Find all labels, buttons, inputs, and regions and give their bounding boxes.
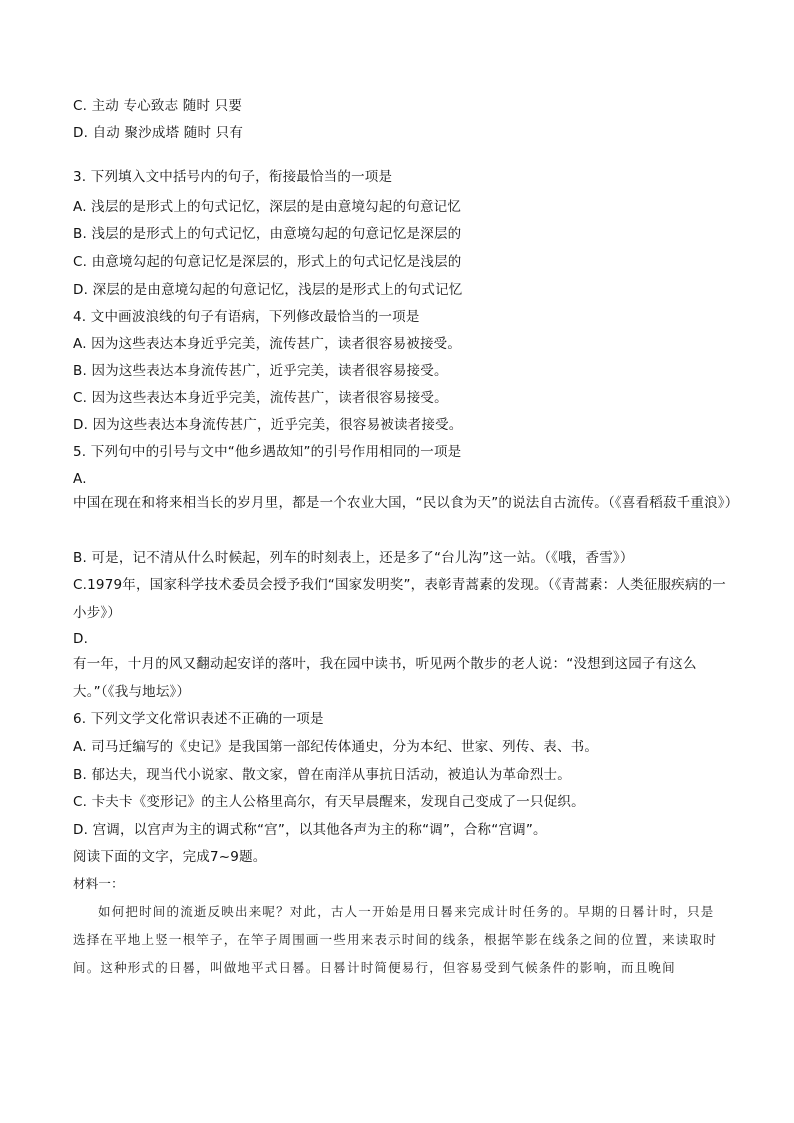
q4-option-d: D. 因为这些表达本身流传甚广，近乎完美，很容易被读者接受。 [73,417,463,433]
q6-option-d: D. 宫调，以宫声为主的调式称“宫”，以其他各声为主的称“调”，合称“宫调”。 [73,822,547,838]
q2-option-d: D. 自动 聚沙成塔 随时 只有 [73,125,244,141]
q3-stem: 3. 下列填入文中括号内的句子，衔接最恰当的一项是 [73,169,393,185]
q4-stem: 4. 文中画波浪线的句子有语病，下列修改最恰当的一项是 [73,309,420,325]
q5-option-a-text: 中国在现在和将来相当长的岁月里，都是一个农业大国，“民以食为天”的说法自古流传。（《喜看稻菽千重浪》） [73,495,739,511]
q5-option-c: C.1979年，国家科学技术委员会授予我们“国家发明奖”，表彰青蒿素的发现。（《青蒿素：人类征服疾病的一小步》） [73,577,726,621]
q5-option-a-label: A. [73,471,87,487]
q6-option-b: B. 郁达夫，现当代小说家、散文家，曾在南洋从事抗日活动，被追认为革命烈士。 [73,767,571,783]
q5-option-d-label: D. [73,631,89,647]
material-one-text: 如何把时间的流逝反映出来呢？对此，古人一开始是用日晷来完成计时任务的。早期的日晷计时，只是选择在平地上竖一根竿子，在竿子周围画一些用来表示时间的线条，根据竿影在线条之间的位置，来读取时间。这种形式的日晷，叫做地平式日晷。日晷计时简便易行，但容易受到气候条件的影响，而且晚间 [73,904,717,975]
q5-stem: 5. 下列句中的引号与文中“他乡遇故知”的引号作用相同的一项是 [73,444,462,460]
q3-option-c: C. 由意境勾起的句意记忆是深层的，形式上的句式记忆是浅层的 [73,254,462,270]
reading-instruction: 阅读下面的文字，完成7~9题。 [73,849,267,865]
q2-option-c: C. 主动 专心致志 随时 只要 [73,98,243,114]
material-one-label: 材料一： [73,876,124,891]
q4-option-c: C. 因为这些表达本身近乎完美，流传甚广，读者很容易接受。 [73,390,448,406]
q4-option-b: B. 因为这些表达本身流传甚广，近乎完美，读者很容易接受。 [73,363,448,379]
q6-stem: 6. 下列文学文化常识表述不正确的一项是 [73,711,324,727]
q3-option-a: A. 浅层的是形式上的句式记忆，深层的是由意境勾起的句意记忆 [73,199,462,215]
q6-option-c: C. 卡夫卡《变形记》的主人公格里高尔，有天早晨醒来，发现自己变成了一只促织。 [73,794,585,810]
q5-option-d-text: 有一年，十月的风又翻动起安详的落叶，我在园中读书，听见两个散步的老人说：“没想到这园子有这么大。”（《我与地坛》） [73,656,697,700]
q5-option-b: B. 可是，记不清从什么时候起，列车的时刻表上，还是多了“台儿沟”这一站。（《哦，香雪》） [73,550,634,566]
q3-option-d: D. 深层的是由意境勾起的句意记忆，浅层的是形式上的句式记忆 [73,282,463,298]
q3-option-b: B. 浅层的是形式上的句式记忆，由意境勾起的句意记忆是深层的 [73,226,462,242]
q6-option-a: A. 司马迁编写的《史记》是我国第一部纪传体通史，分为本纪、世家、列传、表、书。 [73,739,599,755]
q4-option-a: A. 因为这些表达本身近乎完美，流传甚广，读者很容易被接受。 [73,336,462,352]
